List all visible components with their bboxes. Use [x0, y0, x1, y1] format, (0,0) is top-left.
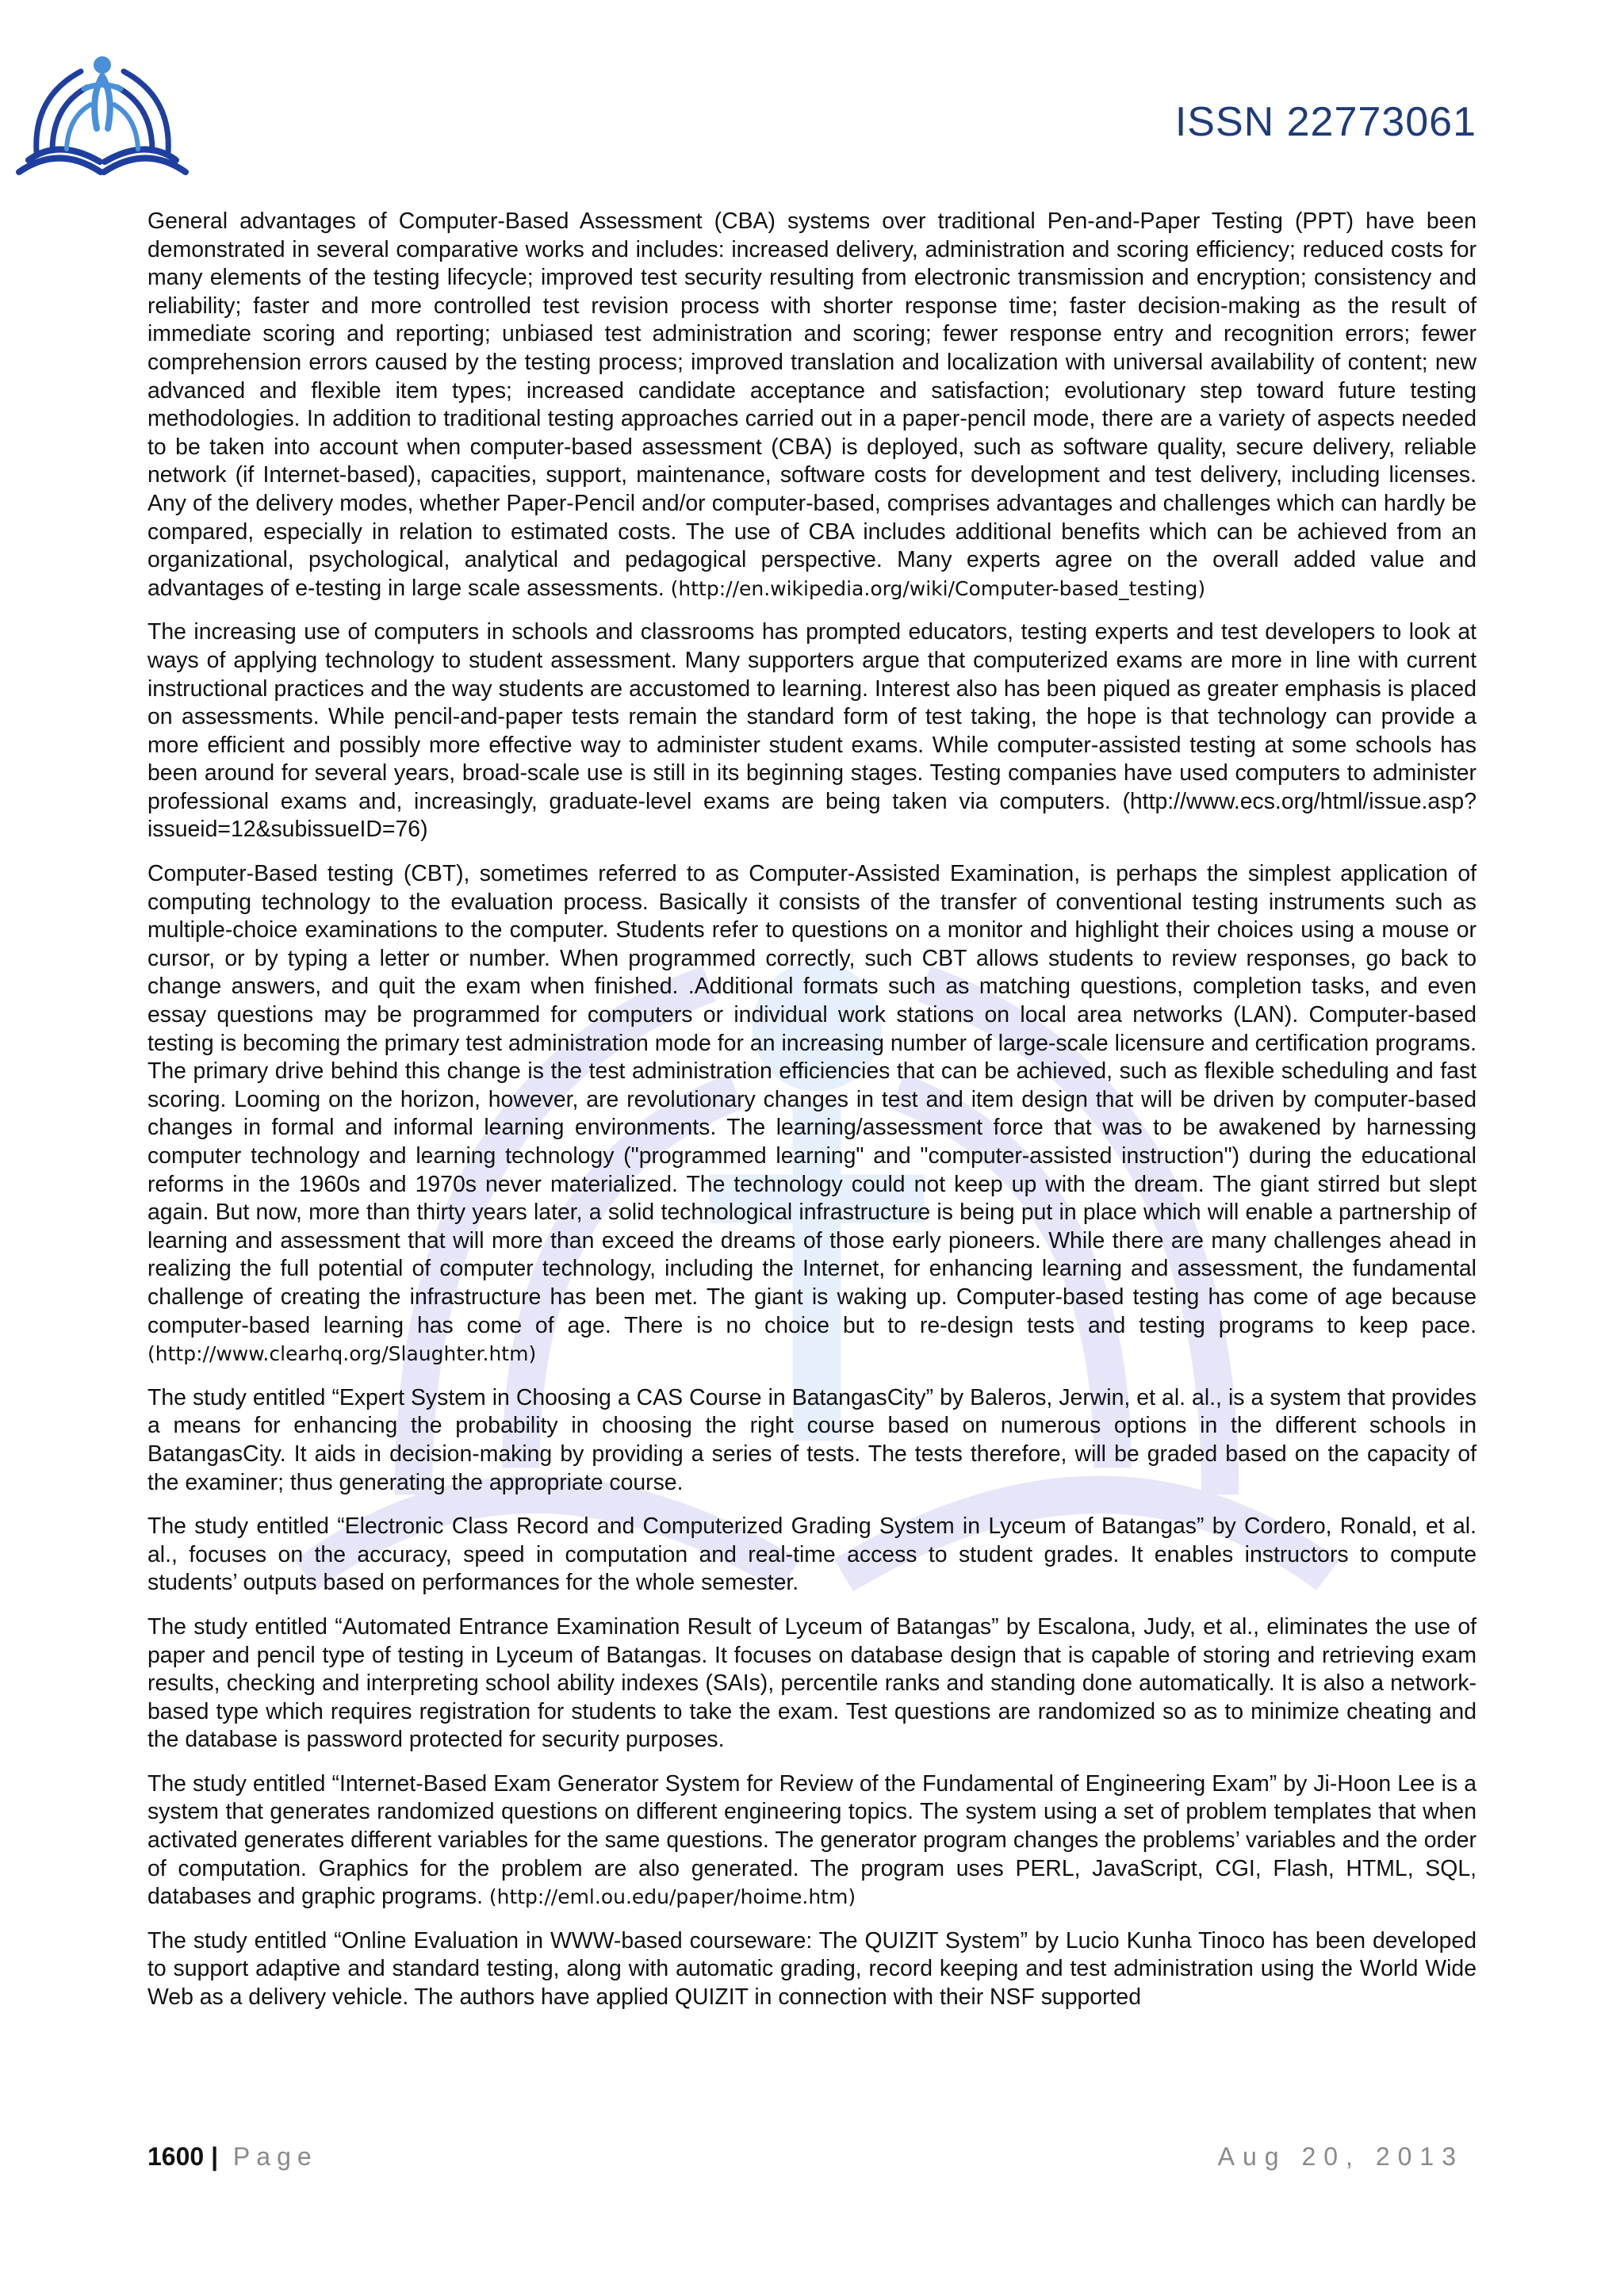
paragraph-study-entrance-exam [147, 1613, 1477, 1755]
page-footer [147, 2142, 1464, 2174]
paragraph-study-exam-generator [147, 1770, 1477, 1911]
citation-link[interactable]: (http://en.wikipedia.org/wiki/Computer-based_testing) [670, 576, 1206, 600]
page-separator: | [211, 2142, 219, 2171]
paragraph-text: The study entitled “Automated Entrance Examination Result of Lyceum of Batangas” by Escalona, Judy, et al., eliminates the use of paper and pencil type of testing in Lyceum of Batangas. It focuses on database design that is capable of storing and retrieving exam results, checking and interpreting school ability indexes (SAIs), percentile ranks and standing done automatically. It is also a network-based type which requires registration for students to take the exam. Test questions are randomized so as to minimize cheating and the database is password protected for security purposes. [147, 1613, 1477, 1753]
paragraph-text: The increasing use of computers in schools and classrooms has prompted educators, testing experts and test developers to look at ways of applying technology to student assessment. Many supporters argue that computerized exams are more in line with current instructional practices and the way students are accustomed to learning. Interest also has been piqued as greater emphasis is placed on assessments. While pencil-and-paper tests remain the standard form of test taking, the hope is that technology can provide a more efficient and possibly more effective way to administer student exams. While computer-assisted testing at some schools has been around for several years, broad-scale use is still in its beginning stages. Testing companies have used computers to administer professional exams and, increasingly, graduate-level exams are being taken via computers. (http://www.ecs.org/html/issue.asp?issueid=12&subissueID=76) [147, 619, 1477, 843]
journal-logo-icon [11, 41, 193, 184]
article-body [147, 208, 1477, 2028]
paragraph-study-class-record [147, 1513, 1477, 1598]
paragraph-text: Computer-Based testing (CBT), sometimes referred to as Computer-Assisted Examination, is perhaps the simplest application of computing technology to the evaluation process. Basically it consists of the transfer of conventional testing instruments such as multiple-choice examinations to the computer. Students refer to questions on a monitor and highlight their choices using a mouse or cursor, or by typing a letter or number. When programmed correctly, such CBT allows students to review responses, go back to change answers, and quit the exam when finished. .Additional formats such as matching questions, completion tasks, and even essay questions may be programmed for computers or individual work stations on local area networks (LAN). Computer-based testing is becoming the primary test administration mode for an increasing number of large-scale licensure and certification programs. The primary drive behind this change is the test administration efficiencies that can be achieved, such as flexible scheduling and fast scoring. Looming on the horizon, however, are revolutionary changes in test and item design that will be driven by computer-based changes in formal and informal learning environments. The learning/assessment force that was to be awakened by harnessing computer technology and learning technology ("programmed learning" and "computer-assisted instruction") during the educational reforms in the 1960s and 1970s never materialized. The technology could not keep up with the dream. The giant stirred but slept again. But now, more than thirty years later, a solid technological infrastructure is being put in place which will enable a partnership of learning and assessment that will more than exceed the dreams of those early pioneers. While there are many challenges ahead in realizing the full potential of computer technology, including the Internet, for enhancing learning and assessment, the fundamental challenge of creating the infrastructure has been met. The giant is waking up. Computer-based testing has come of age because computer-based learning has come of age. There is no choice but to re-design tests and testing programs to keep pace. [147, 861, 1477, 1338]
page-number: 1600 [147, 2142, 205, 2171]
paragraph-computers-in-schools [147, 618, 1477, 844]
issn-label: ISSN 22773061 [1174, 99, 1477, 145]
paragraph-study-expert-system [147, 1384, 1477, 1497]
paragraph-study-quizit [147, 1927, 1477, 2012]
page-number-block [147, 2142, 318, 2172]
paragraph-cba-advantages [147, 208, 1477, 603]
paragraph-computer-based-testing [147, 860, 1477, 1368]
paragraph-text: The study entitled “Internet-Based Exam Generator System for Review of the Fundamental of Engineering Exam” by Ji-Hoon Lee is a system that generates randomized questions on different engineering topics. The system using a set of problem templates that when activated generates different variables for the same questions. The generator program changes the problems’ variables and the order of computation. Graphics for the problem are also generated. The program uses PERL, JavaScript, CGI, Flash, HTML, SQL, databases and graphic programs. [147, 1770, 1477, 1910]
publication-date: Aug 20, 2013 [1217, 2142, 1464, 2171]
citation-link[interactable]: (http://www.clearhq.org/Slaughter.htm) [147, 1342, 537, 1366]
paragraph-text: The study entitled “Expert System in Choosing a CAS Course in BatangasCity” by Baleros, Jerwin, et al. al., is a system that provides a means for enhancing the probability in choosing the right course based on numerous options in the different schools in BatangasCity. It aids in decision-making by providing a series of tests. The tests therefore, will be graded based on the capacity of the examiner; thus generating the appropriate course. [147, 1384, 1477, 1495]
citation-link[interactable]: (http://eml.ou.edu/paper/hoime.htm) [488, 1885, 856, 1909]
paragraph-text: General advantages of Computer-Based Assessment (CBA) systems over traditional Pen-and-Paper Testing (PPT) have been demonstrated in several comparative works and includes: increased delivery, administration and scoring efficiency; reduced costs for many elements of the testing lifecycle; improved test security resulting from electronic transmission and encryption; consistency and reliability; faster and more controlled test revision process with shorter response time; faster decision-making as the result of immediate scoring and reporting; unbiased test administration and scoring; fewer response entry and recognition errors; fewer comprehension errors caused by the testing process; improved translation and localization with universal availability of content; new advanced and flexible item types; increased candidate acceptance and satisfaction; evolutionary step toward future testing methodologies. In addition to traditional testing approaches carried out in a paper-pencil mode, there are a variety of aspects needed to be taken into account when computer-based assessment (CBA) is deployed, such as software quality, secure delivery, reliable network (if Internet-based), capacities, support, maintenance, software costs for development and test delivery, including licenses. Any of the delivery modes, whether Paper-Pencil and/or computer-based, comprises advantages and challenges which can hardly be compared, especially in relation to estimated costs. The use of CBA includes additional benefits which can be achieved from an organizational, psychological, analytical and pedagogical perspective. Many experts agree on the overall added value and advantages of e-testing in large scale assessments. [147, 209, 1477, 601]
page-word: Page [232, 2142, 318, 2171]
paragraph-text: The study entitled “Electronic Class Record and Computerized Grading System in Lyceum of Batangas” by Cordero, Ronald, et al. al., focuses on the accuracy, speed in computation and real-time access to student grades. It enables instructors to compute students’ outputs based on performances for the whole semester. [147, 1513, 1477, 1596]
paragraph-text: The study entitled “Online Evaluation in WWW-based courseware: The QUIZIT System” by Lucio Kunha Tinoco has been developed to support adaptive and standard testing, along with automatic grading, record keeping and test administration using the World Wide Web as a delivery vehicle. The authors have applied QUIZIT in connection with their NSF supported [147, 1927, 1477, 2011]
